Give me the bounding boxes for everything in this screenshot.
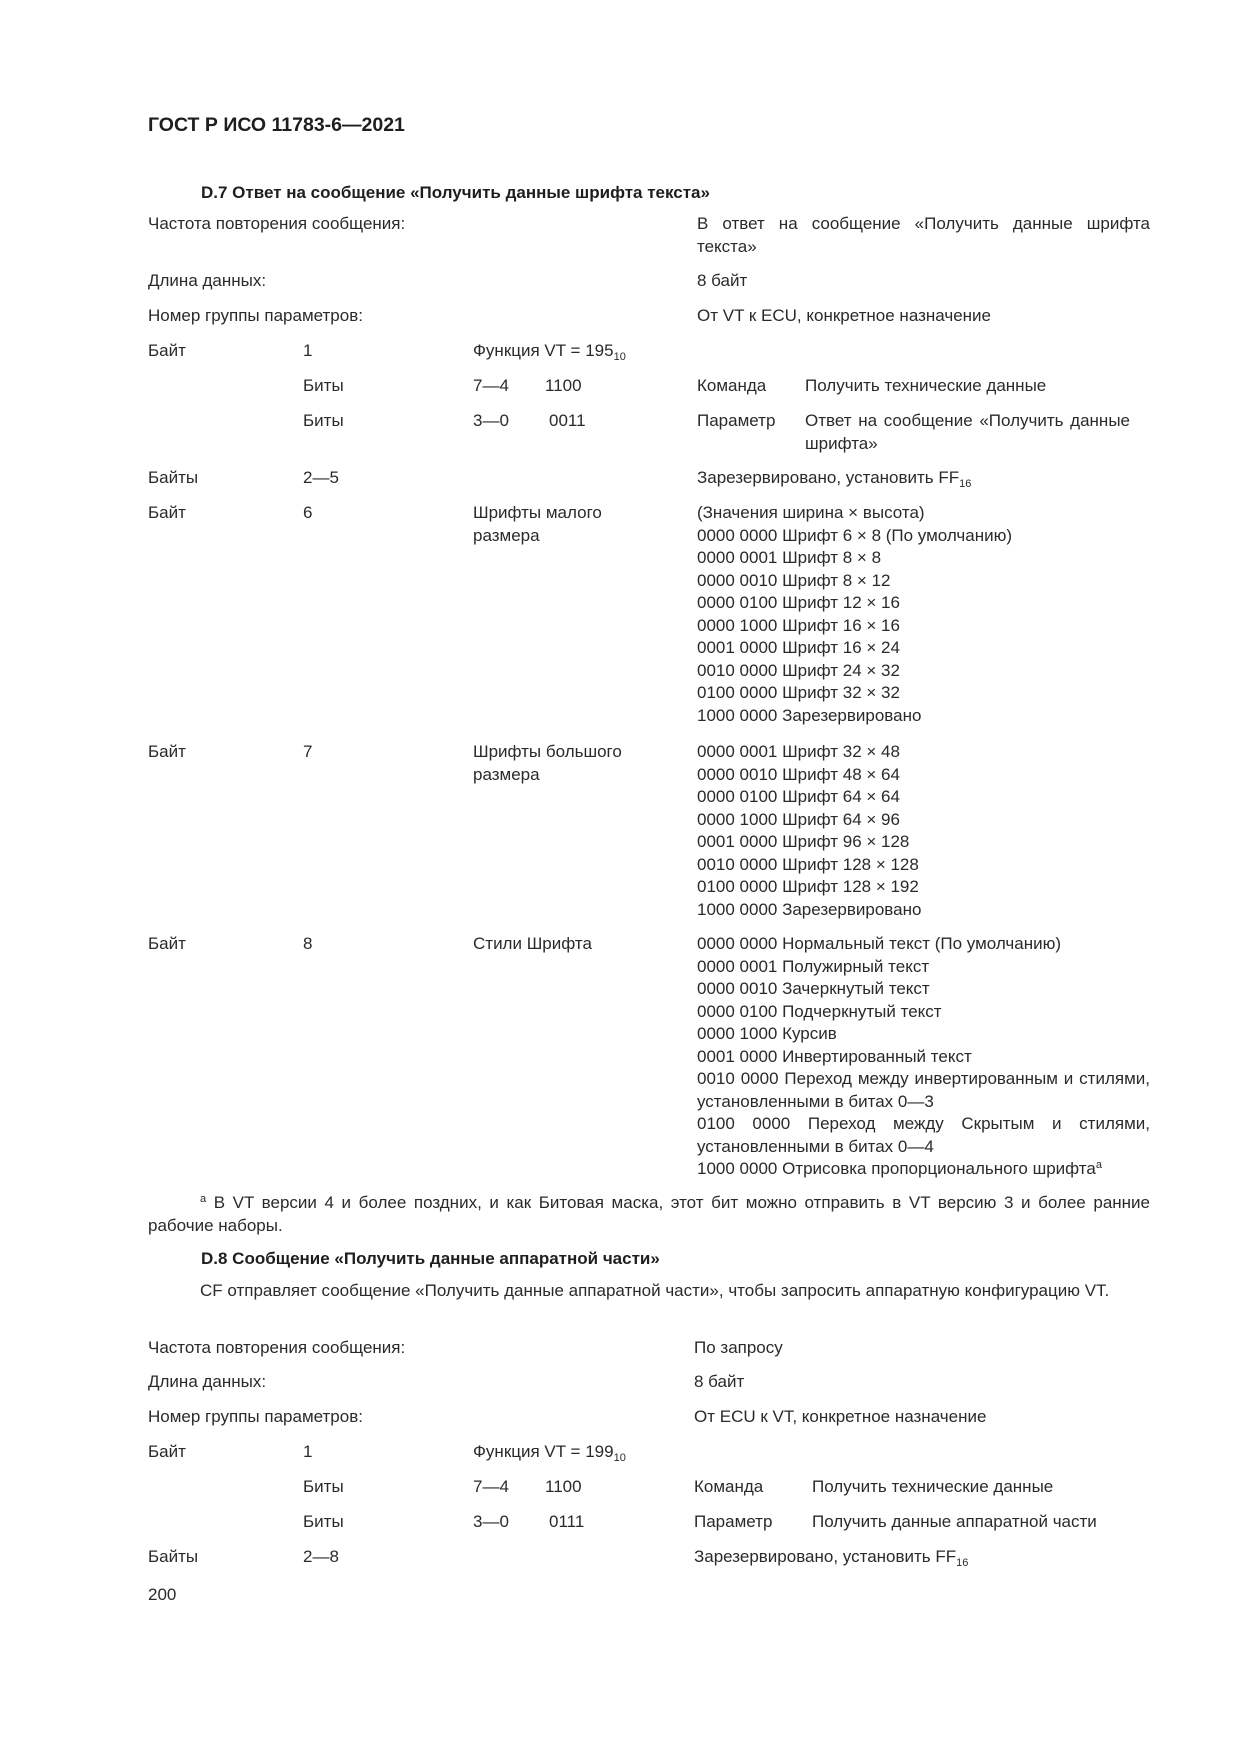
d7-byte6-name: Шрифты малого размера xyxy=(473,503,602,545)
d7-byte1-num: 1 xyxy=(303,341,313,360)
value-line: 1000 0000 Зарезервировано xyxy=(697,899,922,919)
d8-bits2-name: Параметр xyxy=(694,1512,773,1531)
d8-byte1-label: Байт xyxy=(148,1442,186,1461)
d8-bytes28-desc-text: Зарезервировано, установить FF xyxy=(694,1547,957,1566)
d8-bits2-value: 0111 xyxy=(549,1512,585,1531)
value-line: 0000 0000 Шрифт 6 × 8 (По умолчанию) xyxy=(697,525,1013,545)
section-d8-title: D.8 Сообщение «Получить данные аппаратной части» xyxy=(201,1249,660,1268)
document-header: ГОСТ Р ИСО 11783-6—2021 xyxy=(148,114,405,136)
d7-footnote xyxy=(148,1192,1150,1237)
value-line: 0000 0001 Шрифт 8 × 8 xyxy=(697,548,882,567)
value-line: 1000 0000 Зарезервировано xyxy=(697,705,922,725)
value-line: 0000 0010 Зачеркнутый текст xyxy=(697,979,930,998)
d8-bits1-label: Биты xyxy=(303,1477,344,1496)
d7-byte8-invert-toggle: 0010 0000 Переход между инвертированным и стилями, установленными в битах 0—3 xyxy=(697,1069,1150,1111)
d7-pgn-label: Номер группы параметров: xyxy=(148,306,363,325)
footnote-ref: a xyxy=(1095,1159,1102,1171)
value-line: 0000 0010 Шрифт 48 × 64 xyxy=(697,764,900,784)
d7-bits1-desc: Получить технические данные xyxy=(805,376,1047,395)
d7-len-label: Длина данных: xyxy=(148,271,267,290)
d7-footnote-text: В VT версии 4 и более поздних, и как Битовая маска, этот бит можно отправить в VT версию 3 и более ранние рабочие наборы. xyxy=(148,1193,1150,1235)
value-line: 0010 0000 Шрифт 128 × 128 xyxy=(697,854,919,874)
value-line: 0000 0000 Нормальный текст (По умолчанию) xyxy=(697,934,1061,953)
d7-byte8-num: 8 xyxy=(303,934,313,953)
d8-len-label: Длина данных: xyxy=(148,1372,267,1391)
value-line: 0000 0010 Шрифт 8 × 12 xyxy=(697,570,891,590)
d7-byte1-func-text: Функция VT = 195 xyxy=(473,341,614,360)
d7-bits1-label: Биты xyxy=(303,376,344,395)
value-line: 0000 1000 Шрифт 64 × 96 xyxy=(697,809,900,829)
d8-bits2-label: Биты xyxy=(303,1512,344,1531)
value-line: (Значения ширина × высота) xyxy=(697,503,925,522)
d8-pgn-value: От ECU к VT, конкретное назначение xyxy=(694,1407,987,1426)
value-line: 0000 0001 Шрифт 32 × 48 xyxy=(697,742,900,761)
d7-byte8-values xyxy=(697,933,1061,1068)
d7-bytes25-label: Байты xyxy=(148,468,199,487)
d7-byte7-name: Шрифты большого размера xyxy=(473,742,622,784)
d7-byte8-proportional xyxy=(697,1158,1102,1181)
d7-bits2-name: Параметр xyxy=(697,411,776,430)
d7-bits1-value: 1100 xyxy=(545,376,582,395)
page-number: 200 xyxy=(148,1585,177,1604)
d8-bits2-range: 3—0 xyxy=(473,1512,509,1531)
value-line: 0001 0000 Шрифт 16 × 24 xyxy=(697,638,900,657)
d8-byte1-func xyxy=(473,1441,626,1464)
d8-bits2-desc: Получить данные аппаратной части xyxy=(812,1512,1097,1531)
d7-len-value: 8 байт xyxy=(697,271,748,290)
d7-bytes25-num: 2—5 xyxy=(303,468,339,487)
d7-byte6-values xyxy=(697,502,1012,727)
d7-bits2-value: 0011 xyxy=(549,411,586,430)
d7-byte8-hidden-toggle: 0100 0000 Переход между Скрытым и стилями, установленными в битах 0—4 xyxy=(697,1114,1150,1156)
value-line: 0000 0001 Полужирный текст xyxy=(697,956,930,976)
d7-byte1-func xyxy=(473,340,626,363)
d8-bytes28-num: 2—8 xyxy=(303,1547,339,1566)
d7-bits2-range: 3—0 xyxy=(473,411,509,430)
d7-freq-label: Частота повторения сообщения: xyxy=(148,214,406,233)
d7-byte6-label: Байт xyxy=(148,503,186,522)
d8-freq-value: По запросу xyxy=(694,1338,783,1357)
d8-len-value: 8 байт xyxy=(694,1372,745,1391)
d8-bits1-name: Команда xyxy=(694,1477,764,1496)
d7-bits2-desc: Ответ на сообщение «Получить данные шрифта» xyxy=(805,411,1130,453)
value-line: 0000 0100 Шрифт 12 × 16 xyxy=(697,593,900,612)
value-line: 0100 0000 Шрифт 128 × 192 xyxy=(697,877,919,896)
d8-freq-label: Частота повторения сообщения: xyxy=(148,1338,406,1357)
d7-byte8-label: Байт xyxy=(148,934,186,953)
d7-bits1-range: 7—4 xyxy=(473,376,509,395)
d7-byte7-label: Байт xyxy=(148,742,186,761)
value-line: 0001 0000 Инвертированный текст xyxy=(697,1046,972,1066)
d8-bytes28-desc xyxy=(694,1546,968,1569)
d7-bits1-name: Команда xyxy=(697,376,767,395)
d8-byte1-func-sub: 10 xyxy=(613,1452,626,1464)
footnote-mark: a xyxy=(200,1193,207,1205)
value-line: 0000 1000 Шрифт 16 × 16 xyxy=(697,615,900,635)
d8-bits1-value: 1100 xyxy=(545,1477,582,1496)
d7-byte7-num: 7 xyxy=(303,742,313,761)
value-line: 0100 0000 Шрифт 32 × 32 xyxy=(697,683,900,702)
d8-intro: CF отправляет сообщение «Получить данные аппаратной части», чтобы запросить аппаратную конфигурацию VT. xyxy=(200,1281,1110,1300)
d7-byte8-name: Стили Шрифта xyxy=(473,934,592,953)
d8-bytes28-label: Байты xyxy=(148,1547,199,1566)
value-line: 0000 1000 Курсив xyxy=(697,1024,837,1043)
d8-byte1-num: 1 xyxy=(303,1442,313,1461)
d7-pgn-value: От VT к ECU, конкретное назначение xyxy=(697,306,991,325)
d7-byte8-proportional-text: 1000 0000 Отрисовка пропорционального шрифта xyxy=(697,1159,1096,1178)
d8-bytes28-desc-sub: 16 xyxy=(956,1557,969,1569)
value-line: 0000 0100 Подчеркнутый текст xyxy=(697,1001,942,1021)
d8-pgn-label: Номер группы параметров: xyxy=(148,1407,363,1426)
value-line: 0010 0000 Шрифт 24 × 32 xyxy=(697,660,900,680)
d7-byte7-values xyxy=(697,741,921,921)
d7-byte1-label: Байт xyxy=(148,341,186,360)
d8-bits1-desc: Получить технические данные xyxy=(812,1477,1054,1496)
value-line: 0000 0100 Шрифт 64 × 64 xyxy=(697,787,900,806)
d7-bytes25-desc-text: Зарезервировано, установить FF xyxy=(697,468,960,487)
d8-bits1-range: 7—4 xyxy=(473,1477,509,1496)
value-line: 0001 0000 Шрифт 96 × 128 xyxy=(697,832,910,851)
d7-byte6-num: 6 xyxy=(303,503,313,522)
d7-bytes25-desc xyxy=(697,467,971,490)
d7-freq-value: В ответ на сообщение «Получить данные шрифта текста» xyxy=(697,214,1150,256)
d7-bytes25-desc-sub: 16 xyxy=(959,478,972,490)
d7-bits2-label: Биты xyxy=(303,411,344,430)
d8-byte1-func-text: Функция VT = 199 xyxy=(473,1442,614,1461)
d7-byte1-func-sub: 10 xyxy=(613,351,626,363)
section-d7-title: D.7 Ответ на сообщение «Получить данные шрифта текста» xyxy=(201,183,710,202)
